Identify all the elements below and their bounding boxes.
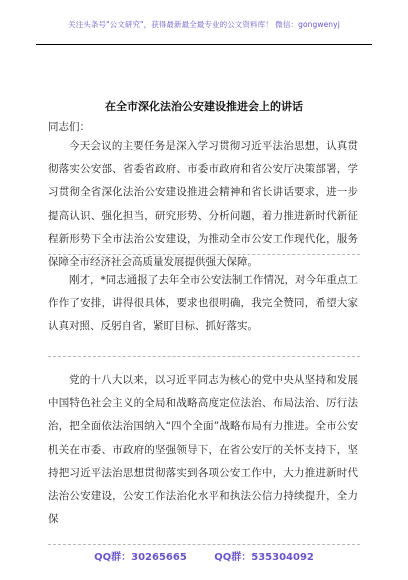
paragraph-divider xyxy=(48,544,360,545)
paragraph-divider xyxy=(48,356,360,357)
paragraph-3: 党的十八大以来，以习近平同志为核心的党中央从坚持和发展中国特色社会主义的全局和战略高度定位法治、布局法治、厉行法治，把全面依法治国纳入“四个全面”战略布局有力推进。全市公安机关在市委、市政府的坚强领导下，在省公安厅的关怀支持下，坚持把习近平法治思想贯彻落实到各项公安工作中，大力推进新时代法治公安建设，公安工作法治化水平和执法公信力持续提升，全力保 xyxy=(48,374,358,526)
footer xyxy=(0,548,408,563)
footer-qq-group-2: QQ群：535304092 xyxy=(214,552,314,563)
paragraph-2: 刚才，*同志通报了去年全市公安法制工作情况，对今年重点工作作了安排，讲得很具体，要求也很明确，我完全赞同，希望大家认真对照、反躬自省，紧盯目标、抓好落实。 xyxy=(48,274,358,333)
greeting: 同志们： xyxy=(48,121,90,133)
document-title: 在全市深化法治公安建设推进会上的讲话 xyxy=(105,100,303,113)
footer-qq-group-1: QQ群：30265665 xyxy=(94,552,187,563)
paragraph-divider xyxy=(48,254,360,255)
header-rule xyxy=(36,44,372,45)
paragraph-1: 今天会议的主要任务是深入学习贯彻习近平法治思想，认真贯彻落实公安部、省委省政府、市委市政府和省公安厅决策部署，学习贯彻全省深化法治公安建设推进会精神和省长讲话要求，进一步提高认识、强化担当，研究形势、分析问题，着力推进新时代新征程新形势下全市法治公安建设，为推动全市公安工作现代化，服务保障全市经济社会高质量发展提供强大保障。 xyxy=(48,140,358,269)
header-banner: 关注头条号"公文研究"，获得最新最全最专业的公文资料库！ 微信：gongwenyj xyxy=(68,20,340,29)
